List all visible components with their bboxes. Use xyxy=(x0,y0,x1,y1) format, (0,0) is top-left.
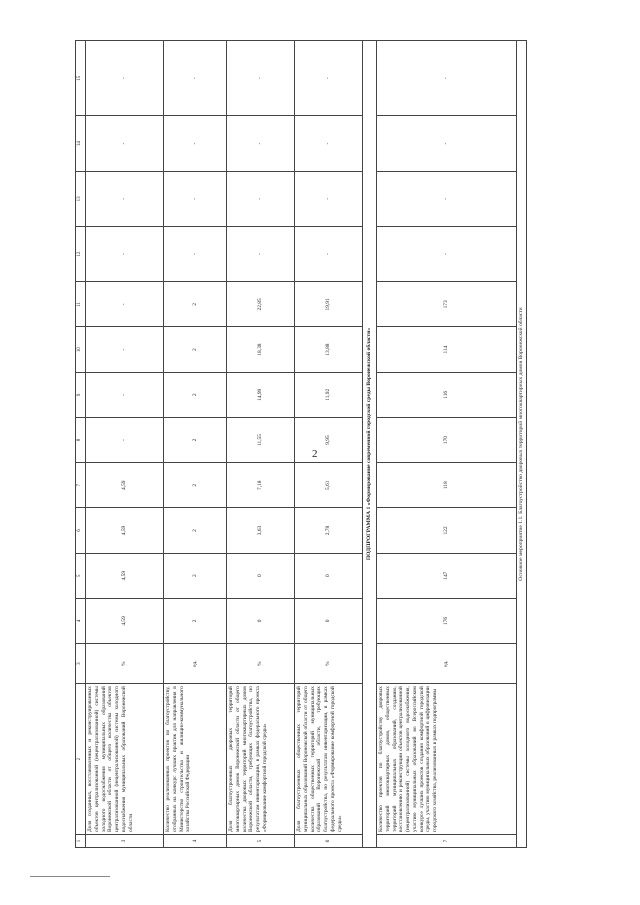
value-cell: 114 xyxy=(377,327,517,372)
value-cell: 4,59 xyxy=(86,598,164,643)
row-number-cell: 3 xyxy=(86,834,164,847)
value-cell: 5,61 xyxy=(295,463,363,508)
value-cell: 116 xyxy=(377,372,517,417)
value-cell: - xyxy=(295,171,363,226)
value-cell: 2 xyxy=(164,417,227,462)
value-cell: - xyxy=(377,227,517,282)
row-number-cell: 5 xyxy=(227,834,295,847)
indicators-table xyxy=(75,40,527,848)
value-cell: - xyxy=(227,116,295,171)
header-cell: 3 xyxy=(76,644,86,684)
table-row xyxy=(86,41,164,848)
value-cell: 2,78 xyxy=(295,508,363,553)
table-header-row xyxy=(76,41,86,848)
value-cell: 2 xyxy=(164,327,227,372)
value-cell: 7,18 xyxy=(227,463,295,508)
value-cell: - xyxy=(295,227,363,282)
indicator-name-cell: Доля благоустроенных общественных территорий муниципальных образований Воронежской области от общего количества общественных территорий муниципальных образований Воронежской области, требующих благоустройства, по результатам инвентаризации, в рамках федерального проекта «Формирование комфортной городской среды» xyxy=(295,684,363,835)
value-cell: - xyxy=(86,372,164,417)
row-number-cell: 4 xyxy=(164,834,227,847)
value-cell: - xyxy=(377,41,517,116)
unit-cell: % xyxy=(227,644,295,684)
value-cell: - xyxy=(295,116,363,171)
value-cell: - xyxy=(227,41,295,116)
value-cell: - xyxy=(164,116,227,171)
value-cell: 2 xyxy=(164,282,227,327)
value-cell: - xyxy=(295,41,363,116)
unit-cell: ед. xyxy=(164,644,227,684)
page-number: 2 xyxy=(312,448,318,460)
value-cell: - xyxy=(86,41,164,116)
value-cell: 0 xyxy=(227,553,295,598)
value-cell: 147 xyxy=(377,553,517,598)
value-cell: 2 xyxy=(164,372,227,417)
value-cell: - xyxy=(86,227,164,282)
value-cell: 0 xyxy=(227,598,295,643)
header-cell: 9 xyxy=(76,372,86,417)
value-cell: 13,88 xyxy=(295,327,363,372)
header-cell: 15 xyxy=(76,41,86,116)
value-cell: 19,91 xyxy=(295,282,363,327)
header-cell: 12 xyxy=(76,227,86,282)
indicator-name-cell: Доля благоустроенных дворовых территорий многоквартирных домов Воронежской области от общего количества дворовых территорий многоквартирных домов Воронежской области, требующих благоустройства, по результатам инвентаризации, в рамках федерального проекта «Формирование комфортной городской среды» xyxy=(227,684,295,835)
value-cell: - xyxy=(164,171,227,226)
value-cell: 22,85 xyxy=(227,282,295,327)
table-row xyxy=(377,41,517,848)
bottom-rule xyxy=(30,876,110,877)
header-cell: 7 xyxy=(76,463,86,508)
value-cell: 2 xyxy=(164,463,227,508)
value-cell: - xyxy=(86,116,164,171)
header-cell: 8 xyxy=(76,417,86,462)
indicator-name-cell: Количество реализованных проектов по благоустройству, отобранных на конкурс лучших практик для направления в Министерство строительства и жилищно-коммунального хозяйства Российской Федерации xyxy=(164,684,227,835)
indicator-name-cell: Доля созданных, восстановленных и реконструированных объектов централизованной (нецентрализованной) системы холодного водоснабжения муниципальных образований Воронежской области от общего количества объектов централизованной (нецентрализованной) системы холодного водоснабжения муниципальных образований Воронежской области xyxy=(86,684,164,835)
unit-cell: ед. xyxy=(377,644,517,684)
value-cell: - xyxy=(227,171,295,226)
value-cell: 2 xyxy=(164,598,227,643)
value-cell: 122 xyxy=(377,508,517,553)
header-cell: 14 xyxy=(76,116,86,171)
value-cell: 4,59 xyxy=(86,463,164,508)
value-cell: 173 xyxy=(377,282,517,327)
table-row xyxy=(227,41,295,848)
value-cell: 4,59 xyxy=(86,553,164,598)
value-cell: 170 xyxy=(377,417,517,462)
value-cell: 0 xyxy=(295,553,363,598)
value-cell: 4,59 xyxy=(86,508,164,553)
value-cell: - xyxy=(86,327,164,372)
table-row xyxy=(164,41,227,848)
value-cell: 118 xyxy=(377,463,517,508)
footer-cell: Основное мероприятие 1.1. Благоустройство дворовых территорий многоквартирных домов Воронежской области xyxy=(517,41,527,848)
value-cell: 2 xyxy=(164,553,227,598)
header-cell: 5 xyxy=(76,553,86,598)
value-cell: - xyxy=(86,417,164,462)
row-number-cell: 6 xyxy=(295,834,363,847)
value-cell: 14,99 xyxy=(227,372,295,417)
indicator-name-cell: Количество проектов по благоустройству дворовых территорий многоквартирных домов, общественных территорий муниципальных образований, созданию, восстановлению и реконструкции объектов централизованной (нецентрализованной) системы холодного водоснабжения, участию муниципальных образований во Всероссийском конкурсе лучших проектов создания комфортной городской среды, участию муниципальных образований в цифровизации городского хозяйства, реализованных в рамках подпрограммы xyxy=(377,684,517,835)
value-cell: - xyxy=(377,116,517,171)
header-cell: 6 xyxy=(76,508,86,553)
value-cell: - xyxy=(377,171,517,226)
header-cell: 1 xyxy=(76,834,86,847)
unit-cell: % xyxy=(295,644,363,684)
row-number-cell: 7 xyxy=(377,834,517,847)
value-cell: 18,38 xyxy=(227,327,295,372)
header-cell: 13 xyxy=(76,171,86,226)
value-cell: 2 xyxy=(164,508,227,553)
value-cell: 0 xyxy=(295,598,363,643)
value-cell: - xyxy=(86,171,164,226)
value-cell: - xyxy=(164,227,227,282)
value-cell: - xyxy=(86,282,164,327)
table-row xyxy=(295,41,363,848)
unit-cell: % xyxy=(86,644,164,684)
section-title-cell: ПОДПРОГРАММА 1 «Формирование современной городской среды Воронежской области» xyxy=(363,41,377,848)
value-cell: 3,63 xyxy=(227,508,295,553)
value-cell: - xyxy=(164,41,227,116)
value-cell: 9,95 xyxy=(295,417,363,462)
footer-row xyxy=(517,41,527,848)
header-cell: 11 xyxy=(76,282,86,327)
header-cell: 4 xyxy=(76,598,86,643)
section-row xyxy=(363,41,377,848)
value-cell: 11,92 xyxy=(295,372,363,417)
rotated-table-block xyxy=(75,40,525,848)
header-cell: 2 xyxy=(76,684,86,835)
header-cell: 10 xyxy=(76,327,86,372)
value-cell: - xyxy=(227,227,295,282)
value-cell: 176 xyxy=(377,598,517,643)
value-cell: 11,55 xyxy=(227,417,295,462)
